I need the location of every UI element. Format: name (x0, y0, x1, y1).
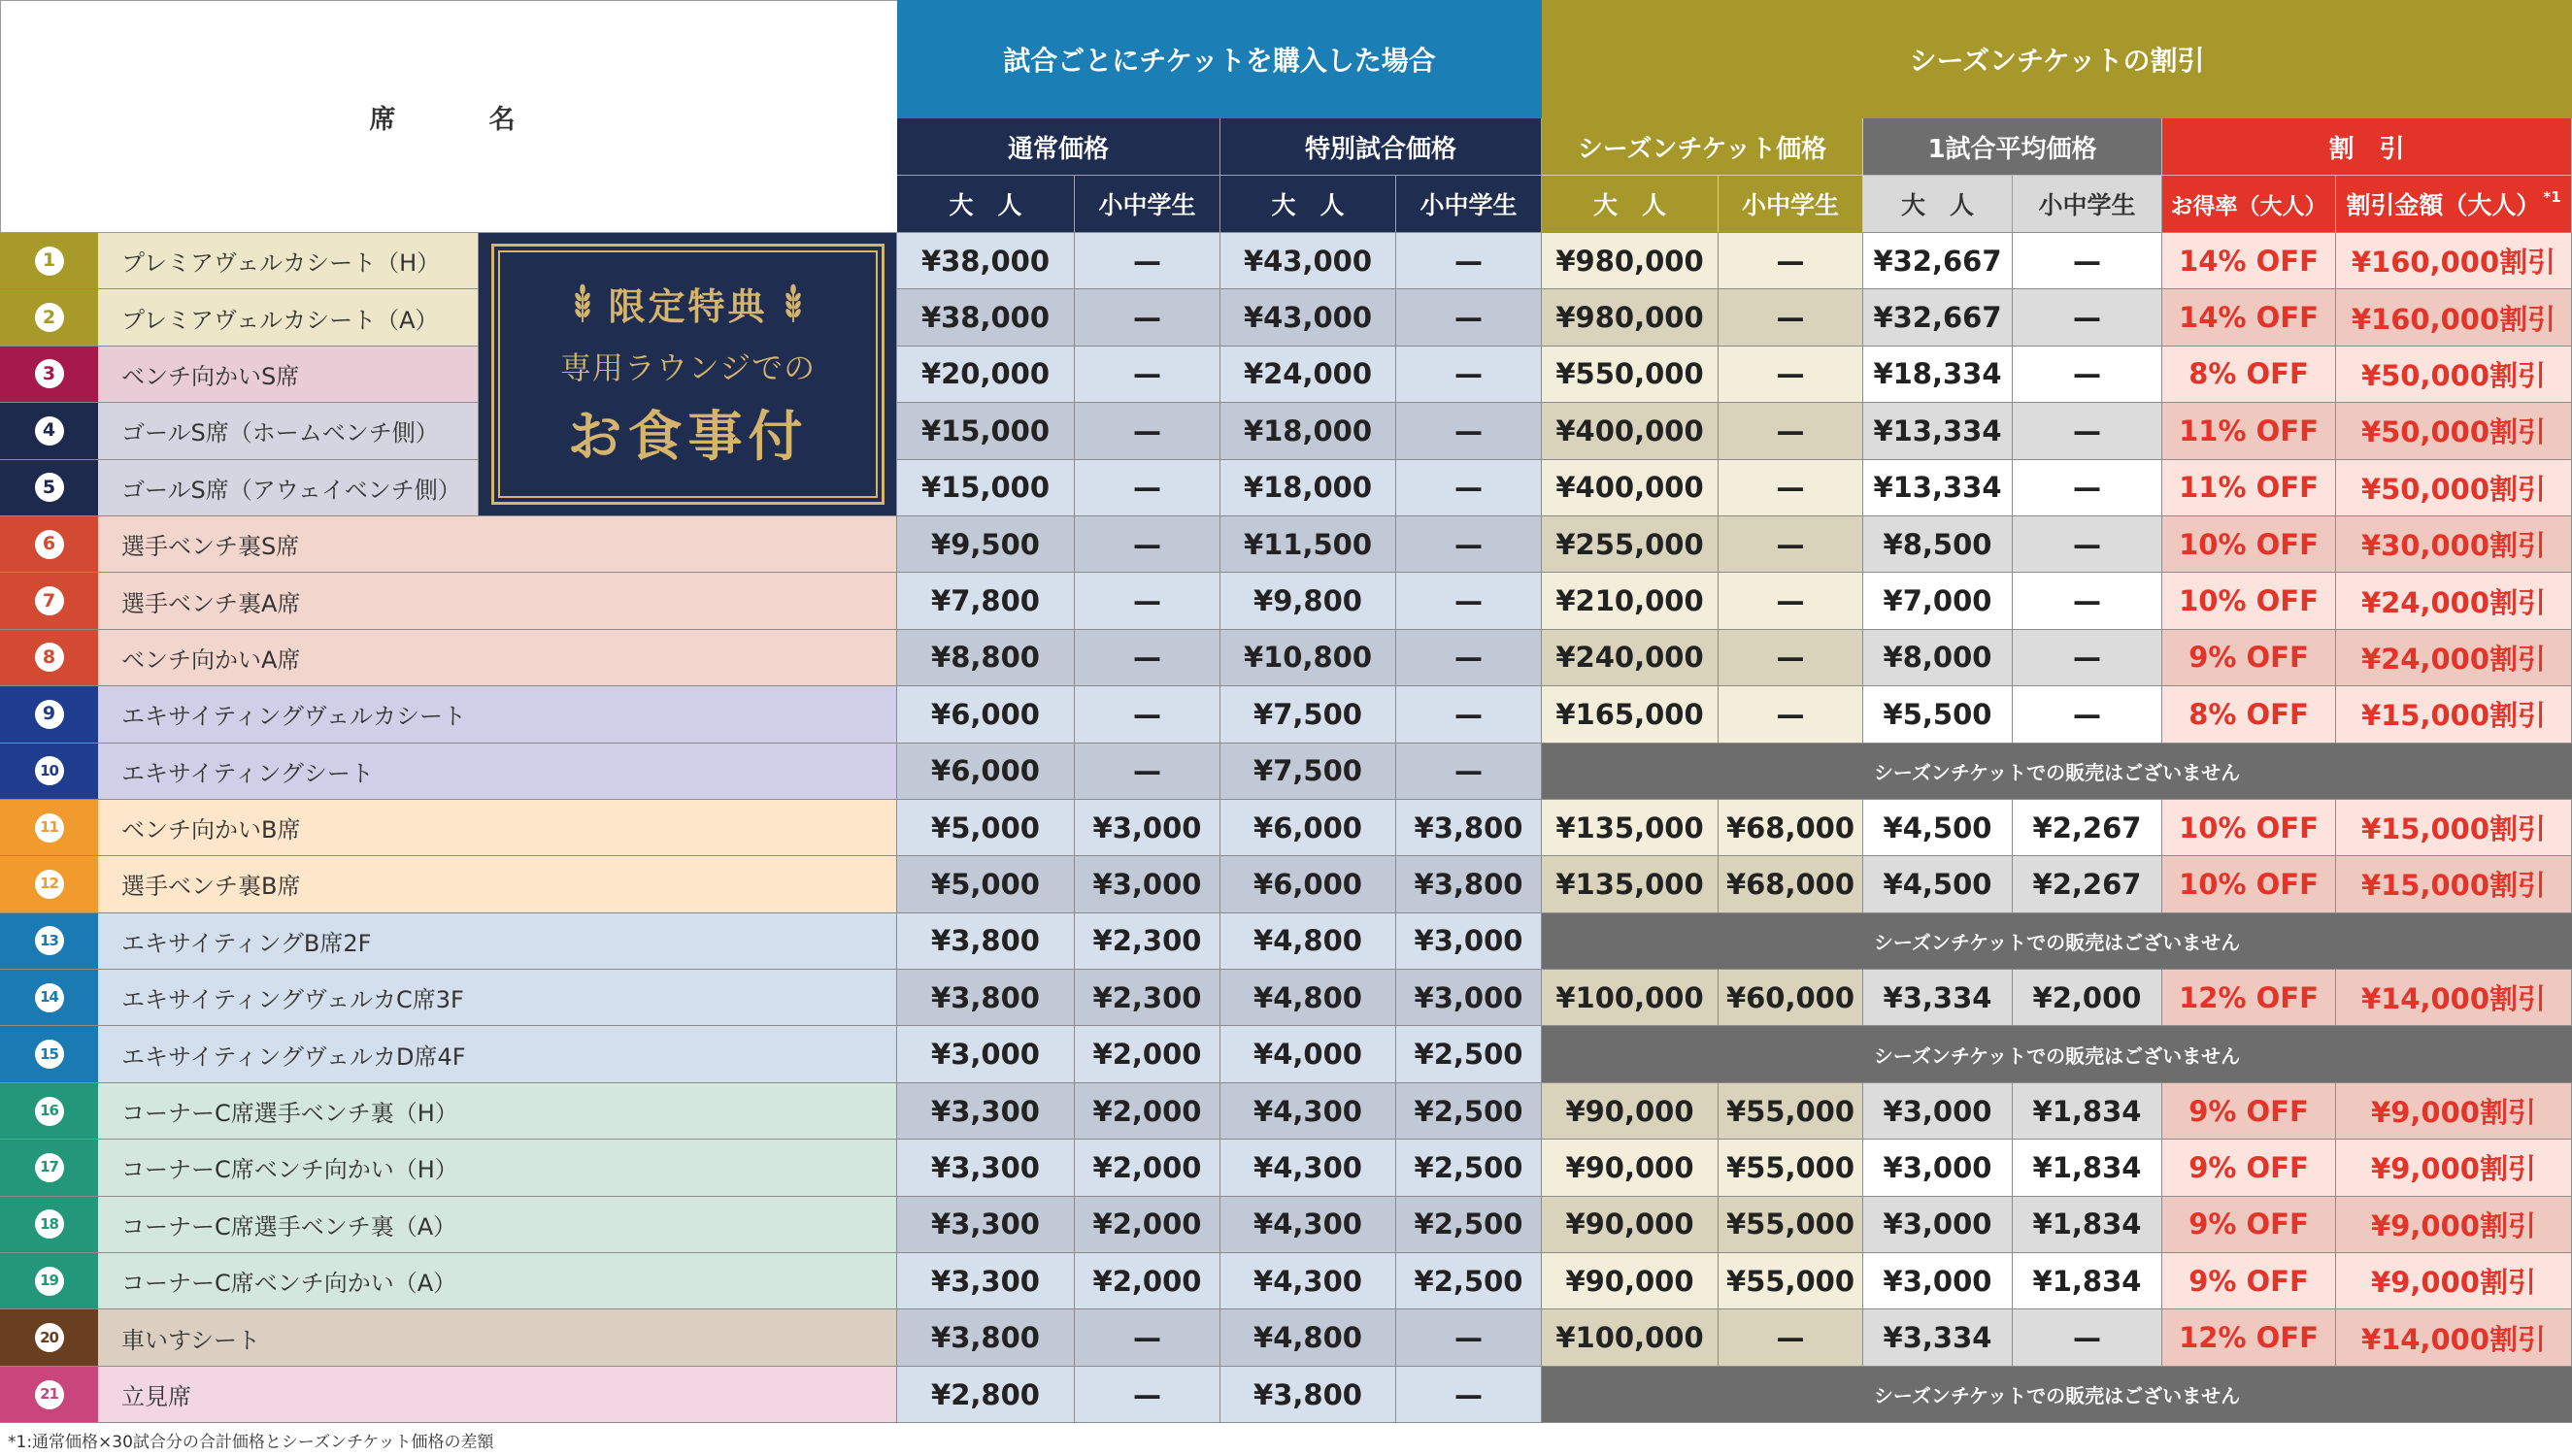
seat-number-badge (0, 1140, 98, 1196)
special-child-price: — (1396, 460, 1542, 516)
season-adult-price: ¥100,000 (1542, 970, 1719, 1026)
seat-number: 18 (35, 1209, 64, 1239)
seat-name: 選手ベンチ裏S席 (98, 516, 897, 573)
season-child-price: — (1719, 347, 1863, 403)
discount-amount: ¥160,000割引 (2336, 289, 2572, 346)
seat-number: 1 (35, 247, 64, 276)
discount-amount: ¥50,000割引 (2336, 403, 2572, 459)
seat-name: コーナーC席ベンチ向かい（H） (98, 1140, 897, 1196)
average-adult-price: ¥13,334 (1863, 460, 2013, 516)
regular-child-header: 小中学生 (1075, 176, 1220, 233)
discount-amount-header (2336, 176, 2572, 233)
seat-name: ゴールS席（ホームベンチ側） (98, 403, 479, 459)
season-child-price: — (1719, 403, 1863, 459)
discount-amount: ¥160,000割引 (2336, 233, 2572, 289)
season-child-price: ¥60,000 (1719, 970, 1863, 1026)
discount-rate: 9% OFF (2162, 1197, 2336, 1253)
special-child-price: ¥2,500 (1396, 1253, 1542, 1309)
special-adult-price: ¥4,300 (1220, 1197, 1396, 1253)
no-season-ticket-note: シーズンチケットでの販売はございません (1542, 744, 2572, 800)
regular-child-price: ¥2,300 (1075, 913, 1220, 970)
discount-amount: ¥9,000割引 (2336, 1253, 2572, 1309)
special-child-price: — (1396, 1367, 1542, 1423)
per-game-average-header: 1試合平均価格 (1863, 118, 2162, 176)
special-child-price: — (1396, 573, 1542, 629)
special-child-price: ¥3,800 (1396, 800, 1542, 856)
seat-name: コーナーC席ベンチ向かい（A） (98, 1253, 897, 1309)
average-child-price: — (2013, 1309, 2162, 1366)
special-child-price: ¥2,500 (1396, 1140, 1542, 1196)
seat-number-badge (0, 970, 98, 1026)
average-child-price: ¥1,834 (2013, 1083, 2162, 1140)
seat-number-badge (0, 913, 98, 970)
regular-child-price: — (1075, 686, 1220, 743)
banner-title: 限定特典 (608, 283, 768, 328)
seat-name: プレミアヴェルカシート（A） (98, 289, 479, 346)
seat-name: エキサイティングヴェルカD席4F (98, 1026, 897, 1082)
special-adult-price: ¥7,500 (1220, 686, 1396, 743)
discount-rate: 14% OFF (2162, 233, 2336, 289)
discount-rate: 9% OFF (2162, 1140, 2336, 1196)
discount-rate: 9% OFF (2162, 630, 2336, 686)
regular-child-price: — (1075, 289, 1220, 346)
average-child-price: ¥2,267 (2013, 800, 2162, 856)
season-child-price: ¥55,000 (1719, 1083, 1863, 1140)
average-child-price: — (2013, 347, 2162, 403)
no-season-ticket-note: シーズンチケットでの販売はございません (1542, 1367, 2572, 1423)
special-child-price: — (1396, 289, 1542, 346)
average-adult-price: ¥32,667 (1863, 233, 2013, 289)
season-child-price: ¥55,000 (1719, 1253, 1863, 1309)
seat-number-badge (0, 1197, 98, 1253)
special-adult-header: 大 人 (1220, 176, 1396, 233)
no-season-ticket-note: シーズンチケットでの販売はございません (1542, 1026, 2572, 1082)
discount-rate: 10% OFF (2162, 856, 2336, 912)
seat-name: コーナーC席選手ベンチ裏（H） (98, 1083, 897, 1140)
seat-number: 7 (35, 586, 64, 615)
seat-number: 17 (35, 1153, 64, 1182)
seat-number: 15 (35, 1040, 64, 1069)
discount-rate-header: お得率（大人） (2162, 176, 2336, 233)
regular-adult-price: ¥20,000 (897, 347, 1075, 403)
banner-headline: お食事付 (567, 404, 809, 469)
regular-child-price: — (1075, 347, 1220, 403)
season-discount-header: シーズンチケットの割引 (1542, 0, 2572, 118)
regular-child-price: — (1075, 1367, 1220, 1423)
average-adult-price: ¥3,000 (1863, 1140, 2013, 1196)
discount-amount: ¥50,000割引 (2336, 460, 2572, 516)
special-adult-price: ¥18,000 (1220, 403, 1396, 459)
seat-number: 8 (35, 643, 64, 672)
regular-child-price: ¥2,000 (1075, 1253, 1220, 1309)
regular-child-price: ¥3,000 (1075, 800, 1220, 856)
special-adult-price: ¥4,300 (1220, 1140, 1396, 1196)
regular-adult-price: ¥15,000 (897, 403, 1075, 459)
average-child-price: ¥1,834 (2013, 1197, 2162, 1253)
special-adult-price: ¥6,000 (1220, 856, 1396, 912)
discount-rate: 11% OFF (2162, 460, 2336, 516)
average-child-price: ¥1,834 (2013, 1140, 2162, 1196)
seat-number: 9 (35, 700, 64, 729)
regular-child-price: — (1075, 573, 1220, 629)
average-adult-price: ¥4,500 (1863, 856, 2013, 912)
regular-adult-price: ¥3,300 (897, 1197, 1075, 1253)
special-child-price: — (1396, 233, 1542, 289)
footnote-mark: *1 (2543, 187, 2561, 206)
seat-number-badge (0, 347, 98, 403)
special-adult-price: ¥24,000 (1220, 347, 1396, 403)
regular-adult-price: ¥3,300 (897, 1083, 1075, 1140)
regular-adult-price: ¥6,000 (897, 686, 1075, 743)
regular-adult-price: ¥38,000 (897, 289, 1075, 346)
seat-number-badge (0, 856, 98, 912)
average-adult-price: ¥3,334 (1863, 1309, 2013, 1366)
seat-number: 10 (35, 756, 64, 785)
wheat-icon (782, 283, 805, 322)
average-child-price: — (2013, 573, 2162, 629)
season-child-price: — (1719, 630, 1863, 686)
special-child-price: — (1396, 1309, 1542, 1366)
discount-amount: ¥24,000割引 (2336, 630, 2572, 686)
discount-amount: ¥14,000割引 (2336, 970, 2572, 1026)
average-child-price: — (2013, 289, 2162, 346)
special-adult-price: ¥9,800 (1220, 573, 1396, 629)
average-adult-header: 大 人 (1863, 176, 2013, 233)
average-child-price: ¥1,834 (2013, 1253, 2162, 1309)
season-adult-price: ¥240,000 (1542, 630, 1719, 686)
seat-number: 6 (35, 530, 64, 559)
seat-number-badge (0, 516, 98, 573)
discount-rate: 10% OFF (2162, 800, 2336, 856)
regular-child-price: — (1075, 403, 1220, 459)
special-child-price: — (1396, 630, 1542, 686)
seat-number-badge (0, 630, 98, 686)
average-adult-price: ¥3,334 (1863, 970, 2013, 1026)
special-adult-price: ¥4,300 (1220, 1253, 1396, 1309)
seat-number: 13 (35, 926, 64, 955)
regular-adult-price: ¥3,300 (897, 1140, 1075, 1196)
special-adult-price: ¥4,000 (1220, 1026, 1396, 1082)
season-adult-price: ¥210,000 (1542, 573, 1719, 629)
average-adult-price: ¥3,000 (1863, 1253, 2013, 1309)
regular-adult-price: ¥3,800 (897, 970, 1075, 1026)
special-adult-price: ¥18,000 (1220, 460, 1396, 516)
discount-rate: 10% OFF (2162, 516, 2336, 573)
regular-adult-price: ¥9,500 (897, 516, 1075, 573)
regular-child-price: ¥2,000 (1075, 1083, 1220, 1140)
special-adult-price: ¥4,800 (1220, 970, 1396, 1026)
regular-adult-price: ¥15,000 (897, 460, 1075, 516)
season-adult-price: ¥90,000 (1542, 1197, 1719, 1253)
seat-number-badge (0, 1026, 98, 1082)
average-child-price: — (2013, 686, 2162, 743)
regular-adult-price: ¥8,800 (897, 630, 1075, 686)
seat-name: プレミアヴェルカシート（H） (98, 233, 479, 289)
special-adult-price: ¥7,500 (1220, 744, 1396, 800)
season-adult-price: ¥90,000 (1542, 1140, 1719, 1196)
per-game-purchase-header: 試合ごとにチケットを購入した場合 (897, 0, 1542, 118)
average-adult-price: ¥8,000 (1863, 630, 2013, 686)
season-adult-price: ¥90,000 (1542, 1083, 1719, 1140)
special-adult-price: ¥4,800 (1220, 913, 1396, 970)
special-child-price: — (1396, 516, 1542, 573)
banner-subtitle: 専用ラウンジでの (559, 348, 817, 386)
seat-number-badge (0, 686, 98, 743)
seat-name: 選手ベンチ裏B席 (98, 856, 897, 912)
season-adult-price: ¥165,000 (1542, 686, 1719, 743)
special-child-price: ¥3,800 (1396, 856, 1542, 912)
average-adult-price: ¥4,500 (1863, 800, 2013, 856)
season-child-price: — (1719, 1309, 1863, 1366)
discount-rate: 9% OFF (2162, 1083, 2336, 1140)
regular-adult-price: ¥38,000 (897, 233, 1075, 289)
special-child-price: ¥3,000 (1396, 970, 1542, 1026)
season-child-price: — (1719, 686, 1863, 743)
discount-rate: 9% OFF (2162, 1253, 2336, 1309)
special-adult-price: ¥6,000 (1220, 800, 1396, 856)
season-adult-price: ¥980,000 (1542, 233, 1719, 289)
seat-number-badge (0, 289, 98, 346)
seat-number-badge (0, 573, 98, 629)
seat-name: コーナーC席選手ベンチ裏（A） (98, 1197, 897, 1253)
season-child-price: — (1719, 573, 1863, 629)
discount-rate: 11% OFF (2162, 403, 2336, 459)
season-child-price: ¥55,000 (1719, 1197, 1863, 1253)
discount-rate: 12% OFF (2162, 970, 2336, 1026)
season-child-header: 小中学生 (1719, 176, 1863, 233)
regular-adult-price: ¥3,800 (897, 1309, 1075, 1366)
special-child-header: 小中学生 (1396, 176, 1542, 233)
seat-number: 4 (35, 416, 64, 446)
season-adult-price: ¥90,000 (1542, 1253, 1719, 1309)
regular-adult-price: ¥3,000 (897, 1026, 1075, 1082)
banner-title-row (571, 277, 804, 330)
regular-child-price: — (1075, 516, 1220, 573)
discount-amount: ¥9,000割引 (2336, 1083, 2572, 1140)
special-adult-price: ¥43,000 (1220, 233, 1396, 289)
discount-amount: ¥9,000割引 (2336, 1140, 2572, 1196)
special-adult-price: ¥10,800 (1220, 630, 1396, 686)
seat-name: エキサイティングヴェルカC席3F (98, 970, 897, 1026)
special-child-price: — (1396, 347, 1542, 403)
discount-rate: 14% OFF (2162, 289, 2336, 346)
seat-number: 20 (35, 1323, 64, 1352)
footnote: *1:通常価格×30試合分の合計価格とシーズンチケット価格の差額 (8, 1432, 494, 1452)
seat-number: 16 (35, 1097, 64, 1126)
regular-price-header: 通常価格 (897, 118, 1220, 176)
average-adult-price: ¥13,334 (1863, 403, 2013, 459)
average-child-price: ¥2,000 (2013, 970, 2162, 1026)
season-adult-price: ¥980,000 (1542, 289, 1719, 346)
average-adult-price: ¥5,500 (1863, 686, 2013, 743)
special-adult-price: ¥11,500 (1220, 516, 1396, 573)
season-adult-price: ¥400,000 (1542, 403, 1719, 459)
season-ticket-price-header: シーズンチケット価格 (1542, 118, 1863, 176)
season-child-price: — (1719, 460, 1863, 516)
season-child-price: — (1719, 289, 1863, 346)
discount-amount: ¥30,000割引 (2336, 516, 2572, 573)
average-child-price: — (2013, 460, 2162, 516)
regular-child-price: ¥2,300 (1075, 970, 1220, 1026)
discount-amount-header-label: 割引金額（大人） (2346, 191, 2541, 219)
season-adult-price: ¥135,000 (1542, 800, 1719, 856)
special-child-price: ¥2,500 (1396, 1026, 1542, 1082)
seat-name: ゴールS席（アウェイベンチ側） (98, 460, 479, 516)
special-adult-price: ¥3,800 (1220, 1367, 1396, 1423)
seat-number-badge (0, 233, 98, 289)
season-adult-price: ¥255,000 (1542, 516, 1719, 573)
seat-number-badge (0, 1253, 98, 1309)
discount-amount: ¥15,000割引 (2336, 800, 2572, 856)
special-adult-price: ¥4,800 (1220, 1309, 1396, 1366)
season-child-price: — (1719, 516, 1863, 573)
average-adult-price: ¥3,000 (1863, 1083, 2013, 1140)
seat-number-badge (0, 403, 98, 459)
seat-name: 選手ベンチ裏A席 (98, 573, 897, 629)
season-child-price: ¥68,000 (1719, 856, 1863, 912)
season-child-price: ¥55,000 (1719, 1140, 1863, 1196)
regular-child-price: ¥3,000 (1075, 856, 1220, 912)
discount-amount: ¥14,000割引 (2336, 1309, 2572, 1366)
regular-adult-price: ¥5,000 (897, 800, 1075, 856)
discount-rate: 8% OFF (2162, 347, 2336, 403)
season-adult-price: ¥100,000 (1542, 1309, 1719, 1366)
discount-header: 割 引 (2162, 118, 2572, 176)
season-adult-price: ¥135,000 (1542, 856, 1719, 912)
special-child-price: — (1396, 686, 1542, 743)
regular-adult-price: ¥2,800 (897, 1367, 1075, 1423)
regular-child-price: — (1075, 630, 1220, 686)
average-child-header: 小中学生 (2013, 176, 2162, 233)
special-adult-price: ¥43,000 (1220, 289, 1396, 346)
seat-number: 14 (35, 983, 64, 1012)
seat-name: ベンチ向かいA席 (98, 630, 897, 686)
regular-adult-price: ¥5,000 (897, 856, 1075, 912)
seat-number-badge (0, 1083, 98, 1140)
seat-name: 立見席 (98, 1367, 897, 1423)
seat-name: ベンチ向かいS席 (98, 347, 479, 403)
seat-name: エキサイティングヴェルカシート (98, 686, 897, 743)
average-child-price: — (2013, 403, 2162, 459)
regular-adult-price: ¥6,000 (897, 744, 1075, 800)
special-child-price: ¥3,000 (1396, 913, 1542, 970)
seat-number-badge (0, 1367, 98, 1423)
regular-child-price: — (1075, 233, 1220, 289)
season-adult-header: 大 人 (1542, 176, 1719, 233)
seat-name: エキサイティングB席2F (98, 913, 897, 970)
discount-amount: ¥9,000割引 (2336, 1197, 2572, 1253)
seat-number: 2 (35, 303, 64, 332)
special-child-price: ¥2,500 (1396, 1083, 1542, 1140)
discount-rate: 8% OFF (2162, 686, 2336, 743)
seat-name: エキサイティングシート (98, 744, 897, 800)
special-adult-price: ¥4,300 (1220, 1083, 1396, 1140)
season-adult-price: ¥550,000 (1542, 347, 1719, 403)
average-child-price: — (2013, 233, 2162, 289)
banner-frame (491, 244, 885, 505)
special-child-price: — (1396, 403, 1542, 459)
discount-rate: 12% OFF (2162, 1309, 2336, 1366)
discount-amount: ¥15,000割引 (2336, 856, 2572, 912)
regular-adult-header: 大 人 (897, 176, 1075, 233)
regular-child-price: — (1075, 460, 1220, 516)
seat-number: 19 (35, 1267, 64, 1296)
regular-adult-price: ¥3,800 (897, 913, 1075, 970)
no-season-ticket-note: シーズンチケットでの販売はございません (1542, 913, 2572, 970)
wheat-icon (571, 283, 594, 322)
regular-adult-price: ¥7,800 (897, 573, 1075, 629)
average-child-price: ¥2,267 (2013, 856, 2162, 912)
average-adult-price: ¥7,000 (1863, 573, 2013, 629)
discount-amount: ¥15,000割引 (2336, 686, 2572, 743)
seat-name-header: 席 名 (0, 0, 897, 233)
regular-child-price: — (1075, 744, 1220, 800)
season-adult-price: ¥400,000 (1542, 460, 1719, 516)
regular-child-price: ¥2,000 (1075, 1140, 1220, 1196)
seat-number: 21 (35, 1380, 64, 1409)
special-child-price: — (1396, 744, 1542, 800)
regular-adult-price: ¥3,300 (897, 1253, 1075, 1309)
regular-child-price: ¥2,000 (1075, 1026, 1220, 1082)
average-child-price: — (2013, 630, 2162, 686)
regular-child-price: — (1075, 1309, 1220, 1366)
seat-number: 11 (35, 813, 64, 843)
season-child-price: ¥68,000 (1719, 800, 1863, 856)
average-child-price: — (2013, 516, 2162, 573)
average-adult-price: ¥32,667 (1863, 289, 2013, 346)
seat-number-badge (0, 744, 98, 800)
seat-number: 12 (35, 870, 64, 899)
special-child-price: ¥2,500 (1396, 1197, 1542, 1253)
average-adult-price: ¥8,500 (1863, 516, 2013, 573)
seat-number-badge (0, 460, 98, 516)
average-adult-price: ¥3,000 (1863, 1197, 2013, 1253)
lounge-meal-banner (479, 233, 897, 516)
discount-amount: ¥50,000割引 (2336, 347, 2572, 403)
seat-number-badge (0, 1309, 98, 1366)
seat-number: 3 (35, 359, 64, 388)
discount-rate: 10% OFF (2162, 573, 2336, 629)
seat-number: 5 (35, 473, 64, 502)
season-child-price: — (1719, 233, 1863, 289)
average-adult-price: ¥18,334 (1863, 347, 2013, 403)
special-price-header: 特別試合価格 (1220, 118, 1542, 176)
discount-amount: ¥24,000割引 (2336, 573, 2572, 629)
seat-name: ベンチ向かいB席 (98, 800, 897, 856)
seat-name: 車いすシート (98, 1309, 897, 1366)
seat-number-badge (0, 800, 98, 856)
regular-child-price: ¥2,000 (1075, 1197, 1220, 1253)
